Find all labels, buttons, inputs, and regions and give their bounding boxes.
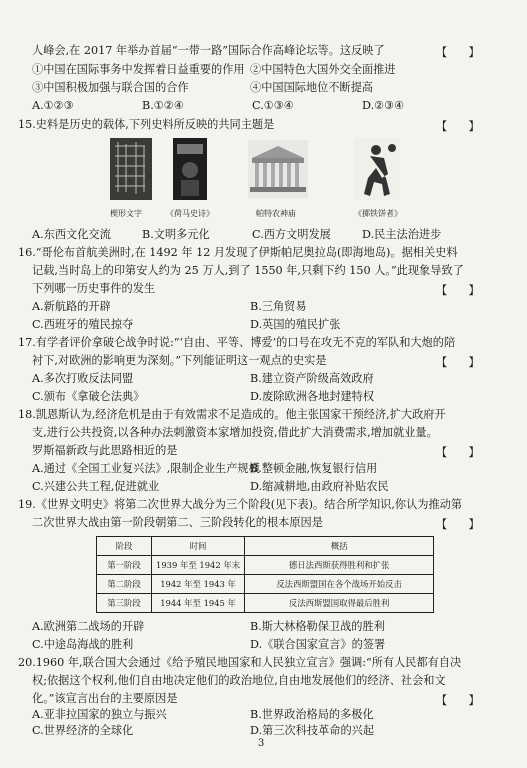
q18-option-a[interactable]: A.通过《全国工业复兴法》,限制企业生产规模 (32, 462, 260, 475)
table-cell: 第三阶段 (97, 594, 152, 613)
q16-stem-line-3: 下列哪一历史事件的发生 (32, 282, 156, 295)
q19-stem-line-1: 19.《世界文明史》将第二次世界大战分为三个阶段(见下表)。结合所学知识,你认为推动第 (18, 498, 463, 511)
q14-item-3: ③中国积极加强与联合国的合作 (32, 81, 189, 94)
table-row (97, 594, 434, 613)
q16-option-a[interactable]: A.新航路的开辟 (32, 300, 111, 313)
q20-option-b[interactable]: B.世界政治格局的多极化 (250, 708, 374, 721)
q17-stem-line-1: 17.有学者评价拿破仑战争时说:“‘自由、平等、博爱’的口号在攻无不克的军队和大炮的陪 (18, 336, 456, 349)
q15-option-a[interactable]: A.东西文化交流 (32, 228, 111, 241)
q18-stem-line-3: 罗斯福新政与此思路相近的是 (32, 444, 178, 457)
q14-stem: 人峰会,在 2017 年举办首届“一带一路”国际合作高峰论坛等。这反映了 (32, 44, 385, 57)
table-header-row (97, 537, 434, 556)
q15-option-b[interactable]: B.文明多元化 (142, 228, 210, 241)
caption-parthenon: 帕特农神庙 (256, 209, 296, 218)
q20-option-a[interactable]: A.亚非拉国家的独立与振兴 (32, 708, 167, 721)
table-cell: 1942 年至 1943 年 (152, 575, 245, 594)
q18-option-c[interactable]: C.兴建公共工程,促进就业 (32, 480, 160, 493)
q18-stem-line-1: 18.凯恩斯认为,经济危机是由于有效需求不足造成的。他主张国家干预经济,扩大政府开 (18, 408, 446, 421)
caption-discobolus: 《掷铁饼者》 (354, 209, 402, 218)
discobolus-image (354, 138, 400, 200)
q14-item-2: ②中国特色大国外交全面推进 (250, 63, 396, 76)
q16-option-d[interactable]: D.英国的殖民扩张 (250, 318, 341, 331)
q18-stem-line-2: 支,进行公共投资,以各种办法刺激资本家增加投资,借此扩大消费需求,增加就业量。 (32, 426, 438, 439)
q15-answer-bracket[interactable]: 【 】 (436, 120, 480, 133)
table-cell: 德日法西斯获得胜利和扩张 (245, 556, 434, 575)
q18-option-d[interactable]: D.缩减耕地,由政府补贴农民 (250, 480, 389, 493)
caption-cuneiform: 楔形文字 (110, 209, 142, 218)
table-cell: 第二阶段 (97, 575, 152, 594)
q16-stem-line-1: 16.“哥伦布首航美洲时,在 1492 年 12 月发现了伊斯帕尼奥拉岛(即海地岛)。据相关史料 (18, 246, 458, 259)
q20-stem-line-3: 化。”该宣言出台的主要原因是 (32, 692, 178, 705)
q18-answer-bracket[interactable]: 【 】 (436, 446, 480, 459)
q20-stem-line-2: 权;依据这个权利,他们自由地决定他们的政治地位,自由地发展他们的经济、社会和文 (32, 674, 446, 687)
q17-option-d[interactable]: D.废除欧洲各地封建特权 (250, 390, 375, 403)
q20-option-c[interactable]: C.世界经济的全球化 (32, 724, 134, 737)
q19-option-a[interactable]: A.欧洲第二战场的开辟 (32, 620, 145, 633)
table-row (97, 575, 434, 594)
q17-option-b[interactable]: B.建立资产阶级高效政府 (250, 372, 374, 385)
q20-answer-bracket[interactable]: 【 】 (436, 694, 480, 707)
table-header-time: 时间 (152, 537, 245, 556)
q14-option-a[interactable]: A.①②③ (32, 99, 74, 112)
table-header-summary: 概括 (245, 537, 434, 556)
table-cell: 反法西斯盟国取得最后胜利 (245, 594, 434, 613)
table-header-stage: 阶段 (97, 537, 152, 556)
q16-answer-bracket[interactable]: 【 】 (436, 284, 480, 297)
q17-answer-bracket[interactable]: 【 】 (436, 356, 480, 369)
parthenon-image (248, 140, 308, 198)
q18-option-b[interactable]: B.整顿金融,恢复银行信用 (250, 462, 378, 475)
q20-stem-line-1: 20.1960 年,联合国大会通过《给予殖民地国家和人民独立宣言》强调:“所有人民都有自决 (18, 656, 462, 669)
table-row (97, 556, 434, 575)
table-cell: 1939 年至 1942 年末 (152, 556, 245, 575)
q16-option-b[interactable]: B.三角贸易 (250, 300, 307, 313)
q14-item-4: ④中国国际地位不断提高 (250, 81, 374, 94)
q17-stem-line-2: 衬下,对欧洲的影响更为深刻。”下列能证明这一观点的史实是 (32, 354, 327, 367)
table-cell: 1944 年至 1945 年 (152, 594, 245, 613)
table-cell: 第一阶段 (97, 556, 152, 575)
homer-epics-image (173, 138, 207, 200)
q19-option-d[interactable]: D.《联合国家宣言》的签署 (250, 638, 386, 651)
q15-option-c[interactable]: C.西方文明发展 (252, 228, 331, 241)
ww2-stages-table (96, 536, 434, 613)
q19-option-b[interactable]: B.斯大林格勒保卫战的胜利 (250, 620, 385, 633)
q20-option-d[interactable]: D.第三次科技革命的兴起 (250, 724, 375, 737)
q14-option-b[interactable]: B.①②④ (142, 99, 184, 112)
q15-option-d[interactable]: D.民主法治进步 (362, 228, 442, 241)
table-cell: 反法西斯盟国在各个战场开始反击 (245, 575, 434, 594)
q16-stem-line-2: 记载,当时岛上的印第安人约为 25 万人,到了 1550 年,只剩下约 150 人。”此现象导致了 (32, 264, 464, 277)
q19-answer-bracket[interactable]: 【 】 (436, 518, 480, 531)
q17-option-c[interactable]: C.颁布《拿破仑法典》 (32, 390, 145, 403)
q15-stem: 15.史料是历史的载体,下列史料所反映的共同主题是 (18, 118, 275, 131)
q14-answer-bracket[interactable]: 【 】 (436, 46, 480, 59)
q17-option-a[interactable]: A.多次打败反法同盟 (32, 372, 134, 385)
cuneiform-image (110, 138, 152, 200)
caption-homer: 《荷马史诗》 (166, 209, 214, 218)
q19-option-c[interactable]: C.中途岛海战的胜利 (32, 638, 134, 651)
q19-stem-line-2: 二次世界大战由第一阶段朝第二、三阶段转化的根本原因是 (32, 516, 323, 529)
q14-item-1: ①中国在国际事务中发挥着日益重要的作用 (32, 63, 245, 76)
page-number: 3 (258, 738, 265, 749)
q16-option-c[interactable]: C.西班牙的殖民掠夺 (32, 318, 134, 331)
q14-option-d[interactable]: D.②③④ (362, 99, 405, 112)
q14-option-c[interactable]: C.①③④ (252, 99, 294, 112)
